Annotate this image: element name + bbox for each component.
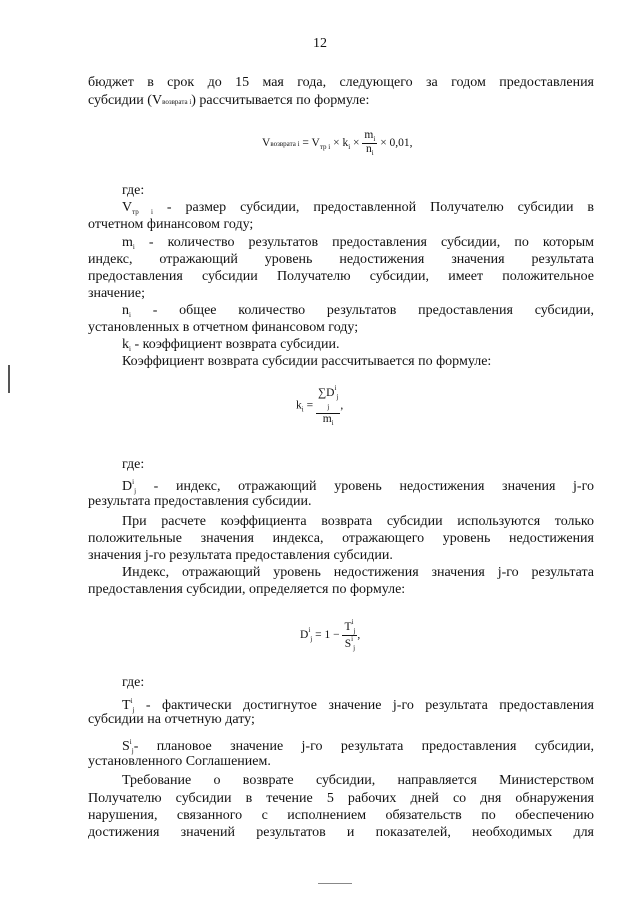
para-index-line1: Индекс, отражающий уровень недостижения значения j-го результата bbox=[122, 565, 594, 580]
def-n-line1: $n_i$ - общее количество результатов предоставления субсидии, bbox=[122, 303, 594, 319]
where-label-3: где: bbox=[122, 675, 145, 690]
para-calc-line1: При расчете коэффициента возврата субсидии используются только bbox=[122, 514, 594, 529]
para-coefficient: Коэффициент возврата субсидии рассчитывается по формуле: bbox=[122, 354, 492, 369]
def-m-line1: $m_i$ - количество результатов предоставления субсидии, по которым bbox=[122, 235, 594, 251]
def-m-line3: предоставления субсидии Получателю субсидии, имеет положительное bbox=[88, 269, 594, 284]
formula-index: $D^i_j = 1$ − $\frac{T^i_j}{S^i_j}$ , bbox=[300, 618, 361, 652]
para-calc-line3: значения j-го результата предоставления субсидии. bbox=[88, 548, 393, 563]
def-d-line2: результата предоставления субсидии. bbox=[88, 494, 312, 509]
page-number: 12 bbox=[313, 36, 327, 51]
para-request-line1: Требование о возврате субсидии, направляется Министерством bbox=[122, 773, 594, 788]
formula-coefficient: $k_i$ = $\sum D^i_j$ j $m_i$ , bbox=[296, 384, 344, 427]
where-label-2: где: bbox=[122, 457, 145, 472]
bottom-rule bbox=[318, 883, 352, 884]
para1-line2: субсидии (Vвозврата i) рассчитывается по формуле: bbox=[88, 93, 370, 108]
para-index-line2: предоставления субсидии, определяется по формуле: bbox=[88, 582, 406, 597]
def-s-line2: установленного Соглашением. bbox=[88, 754, 271, 769]
where-label-1: где: bbox=[122, 183, 145, 198]
margin-mark bbox=[8, 365, 10, 393]
def-v-line1: $V_{тр i}$ - размер субсидии, предоставленной Получателю субсидии в bbox=[122, 200, 594, 216]
def-k: $k_i$ - коэффициент возврата субсидии. bbox=[122, 337, 340, 353]
para1-line1: бюджет в срок до 15 мая года, следующего за годом предоставления bbox=[88, 75, 594, 90]
def-v-line2: отчетном финансовом году; bbox=[88, 217, 254, 232]
para-request-line2: Получателю субсидии в течение 5 рабочих дней со дня обнаружения bbox=[88, 791, 594, 806]
def-n-line2: установленных в отчетном финансовом году; bbox=[88, 320, 359, 335]
def-m-line4: значение; bbox=[88, 286, 146, 301]
para-request-line4: достижения значений результатов и показателей, необходимых для bbox=[88, 825, 594, 840]
para-calc-line2: положительные значения индекса, отражающего уровень недостижения bbox=[88, 531, 594, 546]
def-t-line2: субсидии на отчетную дату; bbox=[88, 712, 255, 727]
def-m-line2: индекс, отражающий уровень недостижения значения результата bbox=[88, 252, 594, 267]
def-s-line1: $S^i_j-$ плановое значение j-го результата предоставления субсидии, bbox=[122, 738, 594, 755]
para-request-line3: нарушения, связанного с исполнением обязательств по обеспечению bbox=[88, 808, 594, 823]
formula-return-amount: Vвозврата $i = V_{тр i} \times k_i$ × $\frac{m_i}{n_i}$ × 0,01, bbox=[262, 129, 413, 157]
def-d-line1: $D^i_j$ - индекс, отражающий уровень недостижения значения j-го bbox=[122, 478, 594, 495]
def-t-line1: $T^i_j$ - фактически достигнутое значение j-го результата предоставления bbox=[122, 697, 594, 714]
